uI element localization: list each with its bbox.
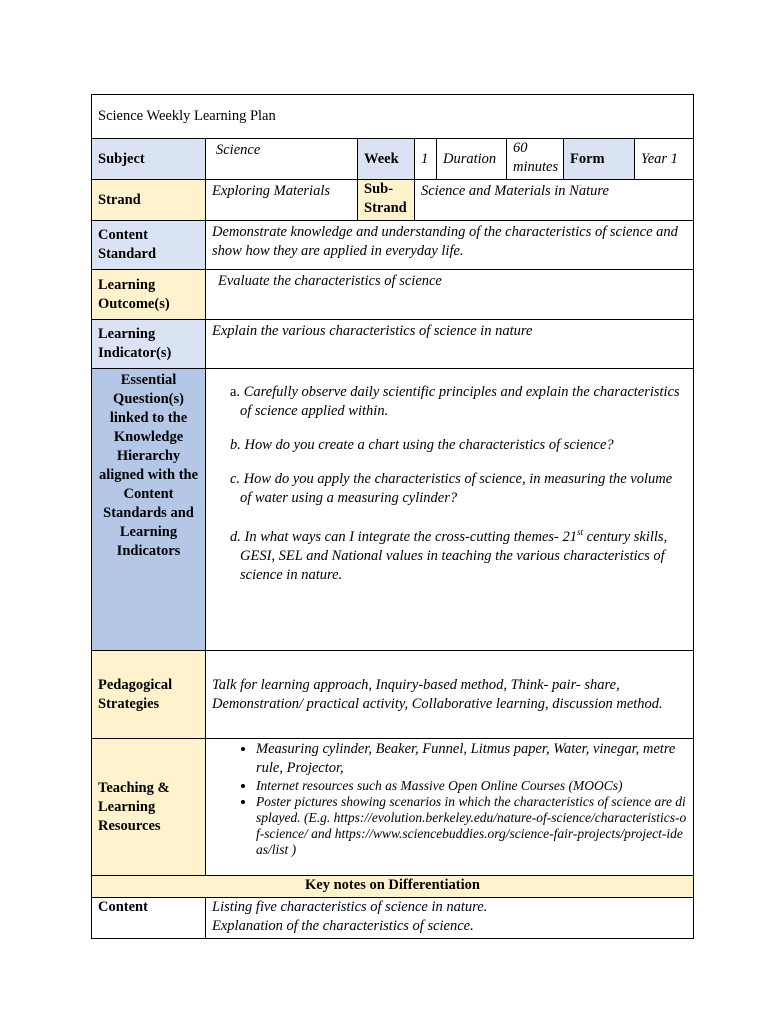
resources-list xyxy=(206,739,694,876)
learning-plan-table xyxy=(91,94,694,939)
question-item: c. How do you apply the characteristics of science, in measuring the volume of water using a measuring cylinder? xyxy=(230,471,673,506)
subject-label: Subject xyxy=(92,139,206,180)
form-label: Form xyxy=(564,139,635,180)
form-value: Year 1 xyxy=(635,139,694,180)
plan-title: Science Weekly Learning Plan xyxy=(92,95,694,139)
differentiation-content-label: Content xyxy=(92,898,206,939)
pedagogical-label: Pedagogical Strategies xyxy=(92,651,206,739)
content-standard-value: Demonstrate knowledge and understanding of the characteristics of science and show how they are applied in everyday life. xyxy=(206,221,694,270)
essential-questions-label: Essential Question(s) linked to the Knowledge Hierarchy aligned with the Content Standards and Learning Indicators xyxy=(92,369,206,651)
differentiation-content-value xyxy=(206,898,694,939)
learning-plan xyxy=(91,94,693,939)
differentiation-heading: Key notes on Differentiation xyxy=(92,876,694,898)
question-item: a. Carefully observe daily scientific principles and explain the characteristics of science applied within. xyxy=(230,384,680,419)
substrand-value: Science and Materials in Nature xyxy=(415,180,694,221)
subject-value: Science xyxy=(206,139,358,180)
learning-outcome-label: Learning Outcome(s) xyxy=(92,270,206,320)
question-item: d. In what ways can I integrate the cross-cutting themes- 21st century skills, GESI, SEL and National values in teaching the various characteristics of science in nature. xyxy=(230,527,668,583)
substrand-label: Sub-Strand xyxy=(358,180,415,221)
differentiation-line: Explanation of the characteristics of science. xyxy=(212,918,474,934)
learning-indicator-value: Explain the various characteristics of science in nature xyxy=(206,320,694,369)
pedagogical-value: Talk for learning approach, Inquiry-based method, Think- pair- share, Demonstration/ practical activity, Collaborative learning, discussion method. xyxy=(206,651,694,739)
duration-label: Duration xyxy=(437,139,507,180)
question-item: b. How do you create a chart using the characteristics of science? xyxy=(230,437,614,453)
resource-item: • Internet resources such as Massive Open Online Courses (MOOCs) xyxy=(256,778,689,794)
strand-label: Strand xyxy=(92,180,206,221)
week-label: Week xyxy=(358,139,415,180)
resource-item: • Poster pictures showing scenarios in which the characteristics of science are displayed. (E.g. https://evolution.berkeley.edu/nature-of-science/characteristics-of-science/ and https://www.sciencebuddies.org/science-fair-projects/project-ideas/list ) xyxy=(256,794,689,858)
essential-questions-list xyxy=(206,369,694,651)
learning-outcome-value: Evaluate the characteristics of science xyxy=(206,270,694,320)
learning-indicator-label: Learning Indicator(s) xyxy=(92,320,206,369)
differentiation-line: Listing five characteristics of science in nature. xyxy=(212,899,488,915)
resources-label: Teaching & Learning Resources xyxy=(92,739,206,876)
resource-item: • Measuring cylinder, Beaker, Funnel, Litmus paper, Water, vinegar, metre rule, Projector, xyxy=(256,740,689,778)
duration-value: 60 minutes xyxy=(507,139,564,180)
week-value: 1 xyxy=(415,139,437,180)
strand-value: Exploring Materials xyxy=(206,180,358,221)
content-standard-label: Content Standard xyxy=(92,221,206,270)
